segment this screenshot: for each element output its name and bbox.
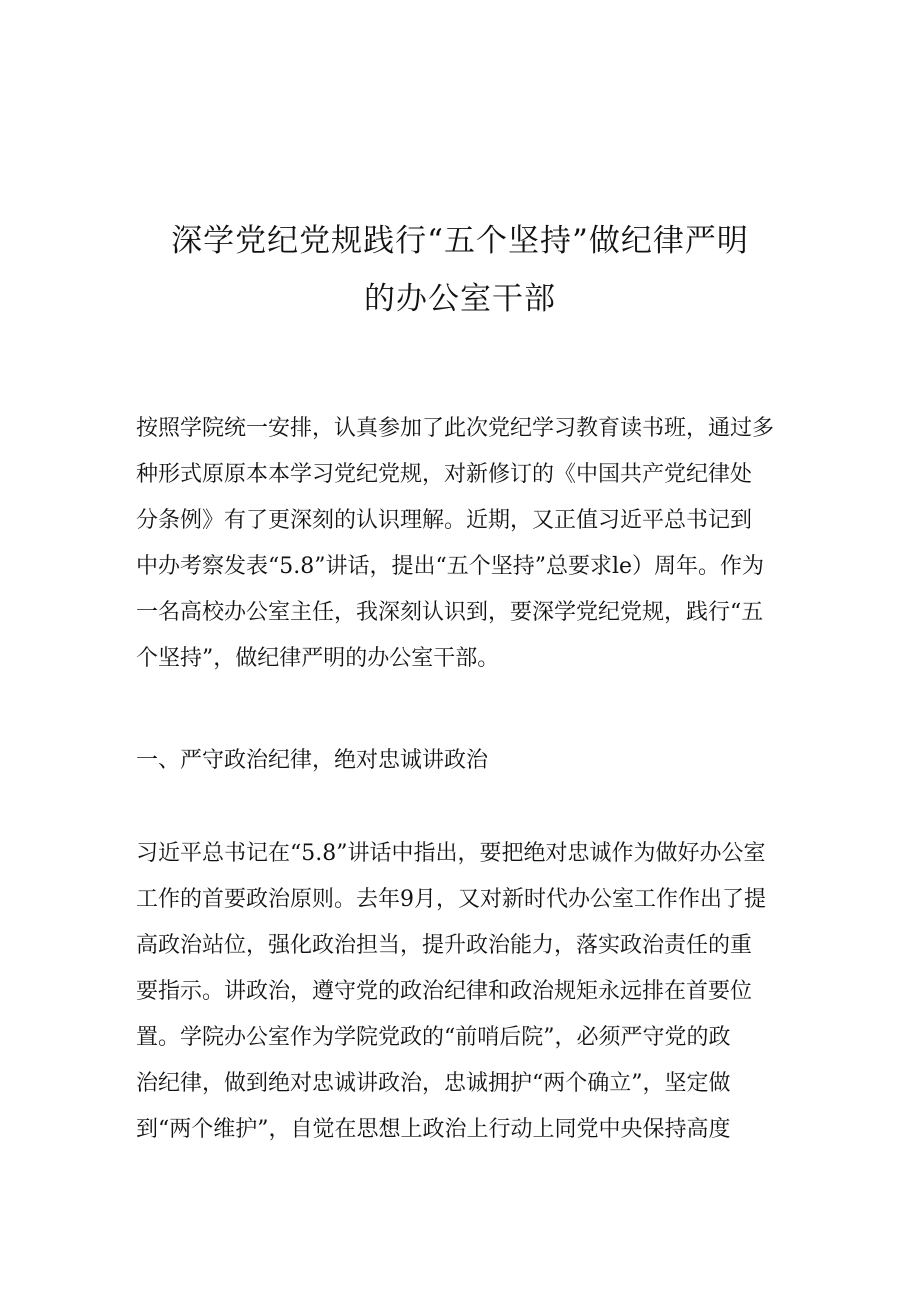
paragraph-line: 要指示。讲政治，遵守党的政治纪律和政治规矩永远排在首要位	[136, 979, 753, 1004]
paragraph-line: 到“两个维护”，自觉在思想上政治上行动上同党中央保持高度	[136, 1117, 731, 1142]
paragraph-line: 一名高校办公室主任，我深刻认识到，要深学党纪党规，践行“五	[136, 600, 764, 625]
paragraph-line: 习近平总书记在“5.8”讲话中指出，要把绝对忠诚作为做好办公室	[136, 841, 766, 866]
document-title	[120, 212, 800, 328]
title-line: 的办公室干部	[364, 281, 556, 317]
paragraph-line: 置。学院办公室作为学院党政的“前哨后院”，必须严守党的政	[136, 1025, 731, 1050]
paragraph-line: 工作的首要政治原则。去年9月，又对新时代办公室工作作出了提	[136, 887, 766, 912]
paragraph-line: 种形式原原本本学习党纪党规，对新修订的《中国共产党纪律处	[136, 462, 753, 487]
paragraph-line: 中办考察发表“5.8”讲话，提出“五个坚持”总要求le）周年。作为	[136, 554, 765, 579]
title-line: 深学党纪党规践行“五个坚持”做纪律严明	[171, 223, 749, 259]
paragraph-line: 治纪律，做到绝对忠诚讲政治，忠诚拥护“两个确立”，坚定做	[136, 1071, 731, 1096]
intro-paragraph	[136, 406, 792, 682]
paragraph-line: 按照学院统一安排，认真参加了此次党纪学习教育读书班，通过多	[136, 416, 775, 441]
section-heading: 一、严守政治纪律，绝对忠诚讲政治	[136, 748, 489, 773]
section-paragraph	[136, 831, 792, 1153]
paragraph-line: 分条例》有了更深刻的认识理解。近期，又正值习近平总书记到	[136, 508, 753, 533]
paragraph-line: 高政治站位，强化政治担当，提升政治能力，落实政治责任的重	[136, 933, 753, 958]
paragraph-line: 个坚持”，做纪律严明的办公室干部。	[136, 646, 500, 671]
